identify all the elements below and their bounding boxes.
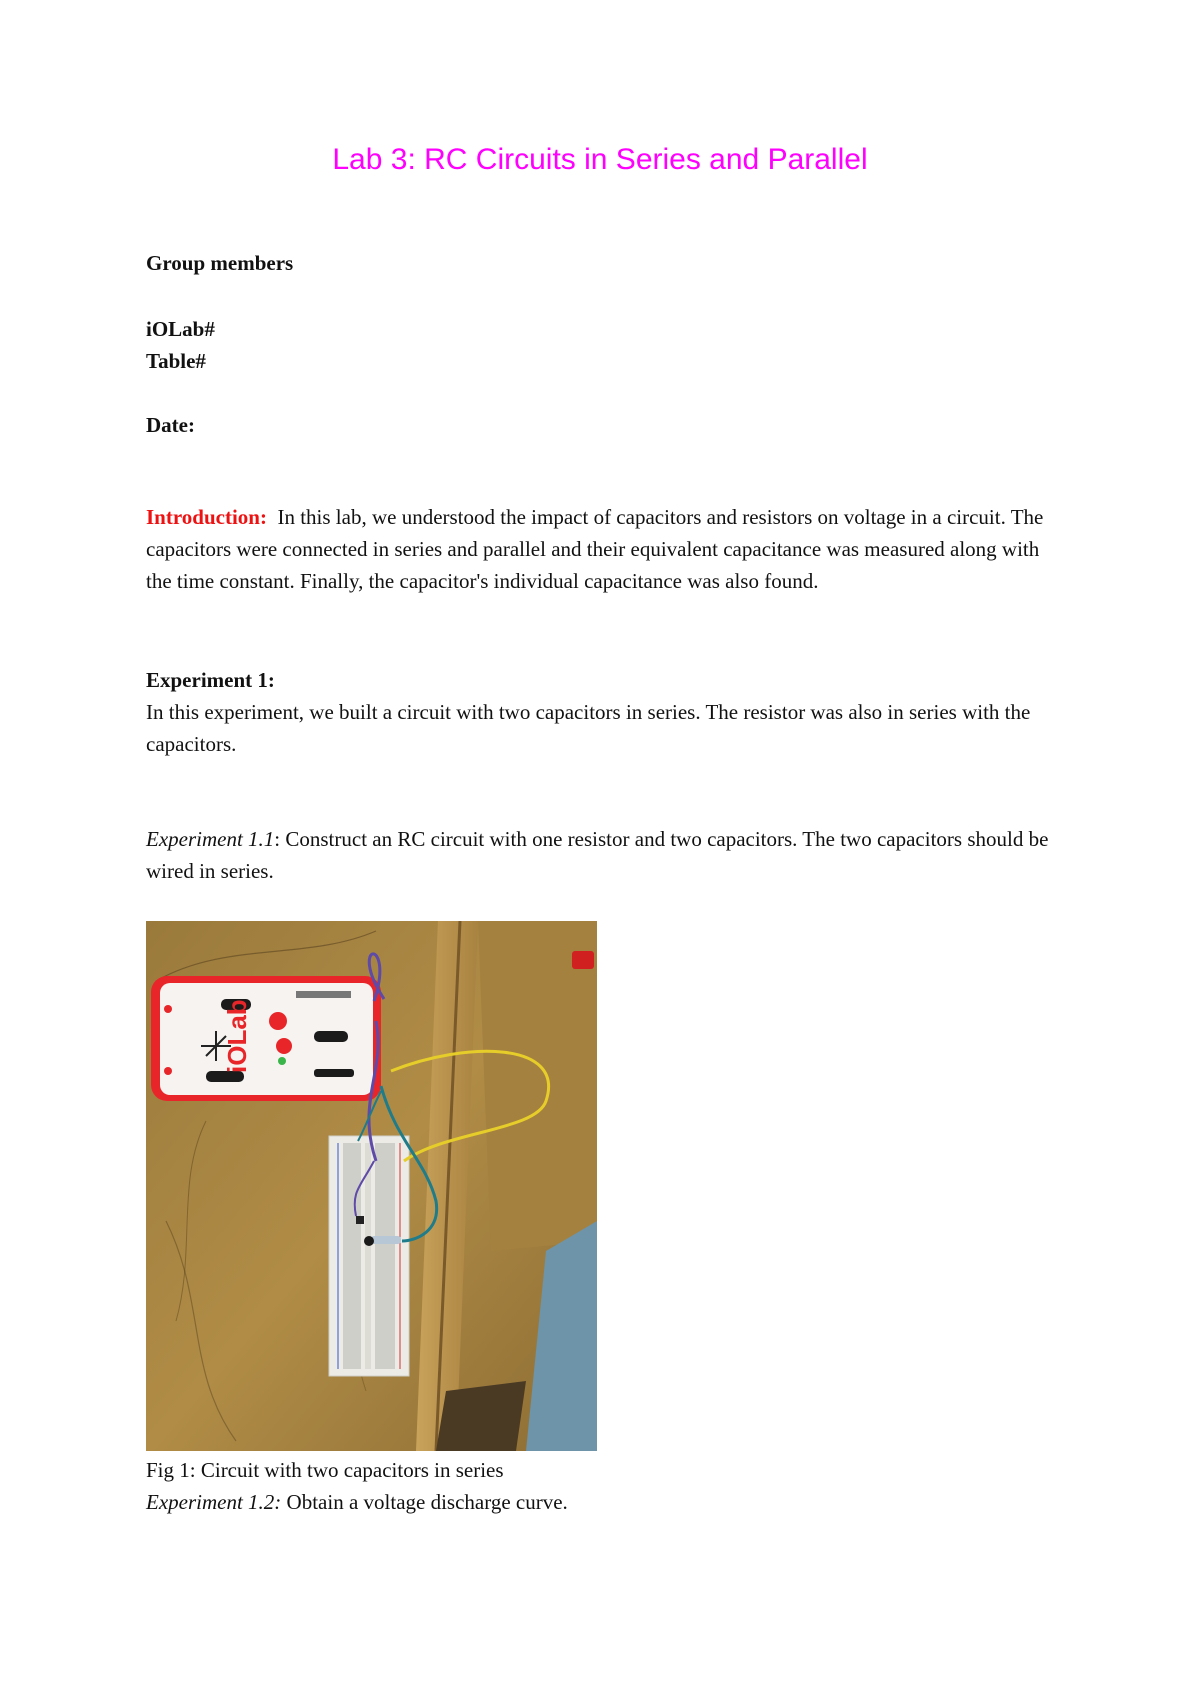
experiment1-1-text: : Construct an RC circuit with one resistor and two capacitors. The two capacitors should be wired in series.: [146, 827, 1049, 883]
experiment1-heading: Experiment 1:: [146, 668, 275, 692]
circuit-photo-illustration: [146, 921, 597, 1451]
experiment1-2-text: Obtain a voltage discharge curve.: [286, 1490, 568, 1514]
iolab-logo-text: iOLab: [222, 999, 252, 1073]
figure-caption: Fig 1: Circuit with two capacitors in series: [146, 1458, 504, 1482]
document-title: Lab 3: RC Circuits in Series and Parallel: [332, 143, 868, 176]
experiment1-1-paragraph: [146, 823, 1066, 887]
experiment1-1-label: Experiment 1.1: [146, 827, 275, 851]
introduction-text: In this lab, we understood the impact of capacitors and resistors on voltage in a circuit. The capacitors were connected in series and parallel and their equivalent capacitance was measured along with the time constant. Finally, the capacitor's individual capacitance was also found.: [146, 505, 1044, 593]
group-members-label: Group members: [146, 251, 294, 275]
experiment1-2-paragraph: [146, 1486, 1066, 1518]
experiment1-2-label: Experiment 1.2:: [146, 1490, 282, 1514]
date-label: Date:: [146, 413, 195, 437]
experiment1-text: In this experiment, we built a circuit with two capacitors in series. The resistor was also in series with the capacitors.: [146, 700, 1031, 756]
circuit-photo: [146, 921, 597, 1451]
introduction-paragraph: [146, 501, 1066, 597]
table-number-label: Table#: [146, 349, 206, 373]
iolab-number-label: iOLab#: [146, 317, 215, 341]
introduction-label: Introduction:: [146, 505, 267, 529]
